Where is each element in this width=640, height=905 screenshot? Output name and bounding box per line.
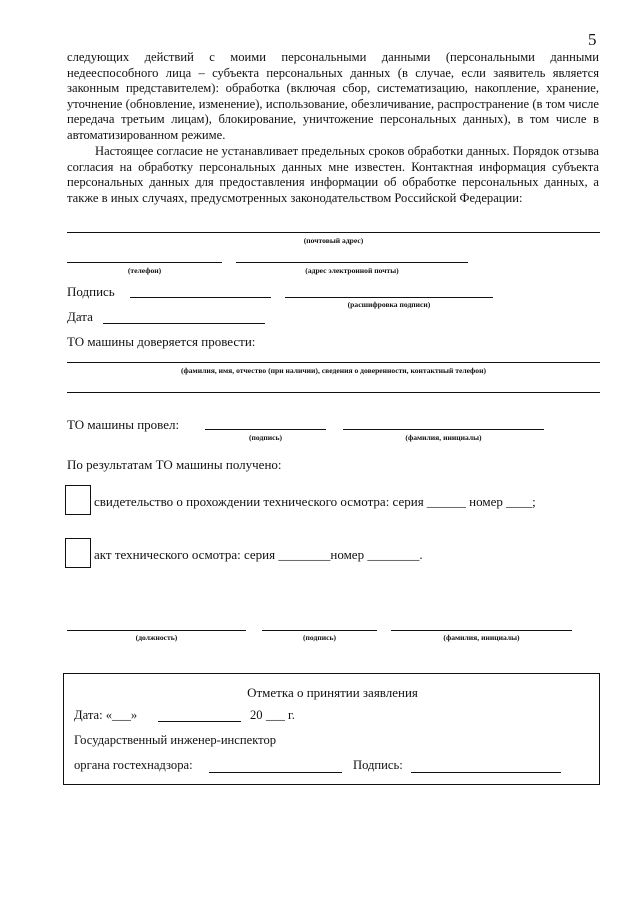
inspector-label-line2: органа гостехнадзора: <box>74 758 193 772</box>
trustee-line[interactable] <box>67 362 600 363</box>
inspector-signature-label: Подпись: <box>353 758 403 772</box>
conducted-name-line[interactable] <box>343 429 544 430</box>
conducted-signature-line[interactable] <box>205 429 326 430</box>
position-line[interactable] <box>67 630 246 631</box>
trusted-to-label: ТО машины доверяется провести: <box>67 334 256 349</box>
consent-actions-paragraph: следующих действий с моими персональными данными (персональными данными недееспособного лица – субъекта персональных данных (в случае, если заявитель является законным представителем): обработка (включая сбор, систематизацию, накопление, хранение, уточнение (обновление, изменение), использование, обезличивание, распространение (в том числе передача третьим лицам), блокирование, уничтожение персональных данных), в том числе в автоматизированном режиме. <box>67 50 599 142</box>
conducted-by-label: ТО машины провел: <box>67 417 180 432</box>
act-label: акт технического осмотра: серия ________номер ________. <box>94 547 423 562</box>
phone-line[interactable] <box>67 262 222 263</box>
conducted-name-caption: (фамилия, инициалы) <box>405 433 482 442</box>
signature-decode-line[interactable] <box>285 297 493 298</box>
inspector-signature-line[interactable] <box>411 772 561 773</box>
signature-line[interactable] <box>130 297 271 298</box>
acceptance-mark-title: Отметка о принятии заявления <box>247 685 418 700</box>
certificate-checkbox[interactable] <box>65 485 91 515</box>
date-line[interactable] <box>103 323 265 324</box>
email-caption: (адрес электронной почты) <box>305 266 399 275</box>
official-name-line[interactable] <box>391 630 572 631</box>
trustee-info-caption: (фамилия, имя, отчество (при наличии), сведения о доверенности, контактный телефон) <box>180 366 487 375</box>
page-number: 5 <box>588 30 597 49</box>
act-checkbox[interactable] <box>65 538 91 568</box>
acceptance-date-label: Дата: «___» <box>74 708 138 722</box>
acceptance-year-suffix: ___ г. <box>266 708 295 722</box>
acceptance-month-line[interactable] <box>158 721 241 722</box>
trustee-line-2[interactable] <box>67 392 600 393</box>
inspector-label-line1: Государственный инженер-инспектор <box>74 733 277 747</box>
official-signature-caption: (подпись) <box>303 633 336 642</box>
acceptance-year-prefix: 20 <box>250 708 263 722</box>
acceptance-mark-box <box>63 673 600 785</box>
postal-address-line[interactable] <box>67 232 600 233</box>
phone-caption: (телефон) <box>127 266 162 275</box>
official-name-caption: (фамилия, инициалы) <box>443 633 520 642</box>
position-caption: (должность) <box>135 633 178 642</box>
signature-decode-caption: (расшифровка подписи) <box>347 300 431 309</box>
inspector-name-line[interactable] <box>209 772 342 773</box>
official-signature-line[interactable] <box>262 630 377 631</box>
email-line[interactable] <box>236 262 468 263</box>
signature-label: Подпись <box>67 284 115 299</box>
certificate-label: свидетельство о прохождении технического осмотра: серия ______ номер ____; <box>94 494 536 509</box>
consent-terms-paragraph: Настоящее согласие не устанавливает предельных сроков обработки данных. Порядок отзыва согласия на обработку персональных данных мне известен. Контактная информация субъекта персональных данных для предоставления информации об обработке персональных данных, а также в иных случаях, предусмотренных законодательством Российской Федерации: <box>67 144 599 205</box>
conducted-signature-caption: (подпись) <box>249 433 282 442</box>
date-label: Дата <box>67 309 93 324</box>
results-label: По результатам ТО машины получено: <box>67 457 282 472</box>
postal-address-caption: (почтовый адрес) <box>303 236 364 245</box>
